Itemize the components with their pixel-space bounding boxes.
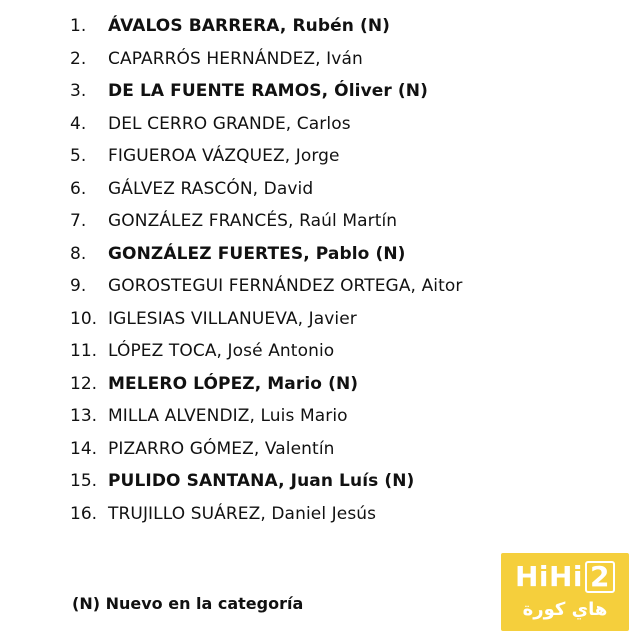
item-name: LÓPEZ TOCA, José Antonio <box>108 341 335 361</box>
list-item <box>0 75 640 108</box>
list-item <box>0 10 640 43</box>
item-number: 14. <box>70 438 98 459</box>
watermark-logo <box>501 553 629 631</box>
item-name: IGLESIAS VILLANUEVA, Javier <box>108 308 357 329</box>
item-number: 5. <box>70 146 87 166</box>
item-name: ÁVALOS BARRERA, Rubén (N) <box>108 16 391 36</box>
item-name: GOROSTEGUI FERNÁNDEZ ORTEGA, Aitor <box>108 276 463 296</box>
item-name: GONZÁLEZ FUERTES, Pablo (N) <box>108 243 406 264</box>
item-number: 11. <box>70 341 98 361</box>
item-number: 1. <box>70 16 87 36</box>
list-item <box>0 108 640 141</box>
list-item <box>0 140 640 173</box>
list-item <box>0 335 640 368</box>
list-item <box>0 465 640 498</box>
item-number: 6. <box>70 178 87 199</box>
item-name: DEL CERRO GRANDE, Carlos <box>108 113 351 134</box>
item-name: MILLA ALVENDIZ, Luis Mario <box>108 406 348 426</box>
list-item <box>0 238 640 271</box>
item-name: TRUJILLO SUÁREZ, Daniel Jesús <box>108 503 377 524</box>
item-number: 3. <box>70 81 87 101</box>
item-number: 15. <box>70 471 98 491</box>
item-number: 9. <box>70 276 87 296</box>
item-number: 7. <box>70 211 87 231</box>
item-name: PULIDO SANTANA, Juan Luís (N) <box>108 471 415 491</box>
item-name: FIGUEROA VÁZQUEZ, Jorge <box>108 146 340 166</box>
watermark-digit: 2 <box>585 561 615 593</box>
item-name: GÁLVEZ RASCÓN, David <box>108 178 314 199</box>
list-item <box>0 303 640 336</box>
item-number: 12. <box>70 373 98 394</box>
item-name: GONZÁLEZ FRANCÉS, Raúl Martín <box>108 211 398 231</box>
item-name: PIZARRO GÓMEZ, Valentín <box>108 438 335 459</box>
item-name: MELERO LÓPEZ, Mario (N) <box>108 373 359 394</box>
list-item <box>0 173 640 206</box>
item-name: DE LA FUENTE RAMOS, Óliver (N) <box>108 81 428 101</box>
list-item <box>0 498 640 531</box>
list-item <box>0 205 640 238</box>
legend-note: (N) Nuevo en la categoría <box>72 594 304 613</box>
item-name: CAPARRÓS HERNÁNDEZ, Iván <box>108 48 363 69</box>
item-number: 16. <box>70 503 98 524</box>
watermark-logo-arabic: هاي كورة <box>522 599 608 620</box>
item-number: 10. <box>70 308 98 329</box>
item-number: 4. <box>70 113 87 134</box>
list-item <box>0 270 640 303</box>
watermark-latin-text: HiHi <box>514 560 584 593</box>
player-list <box>0 10 640 530</box>
item-number: 13. <box>70 406 98 426</box>
item-number: 2. <box>70 48 87 69</box>
list-item <box>0 368 640 401</box>
watermark-logo-latin <box>501 559 629 595</box>
item-number: 8. <box>70 243 87 264</box>
list-item <box>0 400 640 433</box>
list-item <box>0 433 640 466</box>
list-item <box>0 43 640 76</box>
